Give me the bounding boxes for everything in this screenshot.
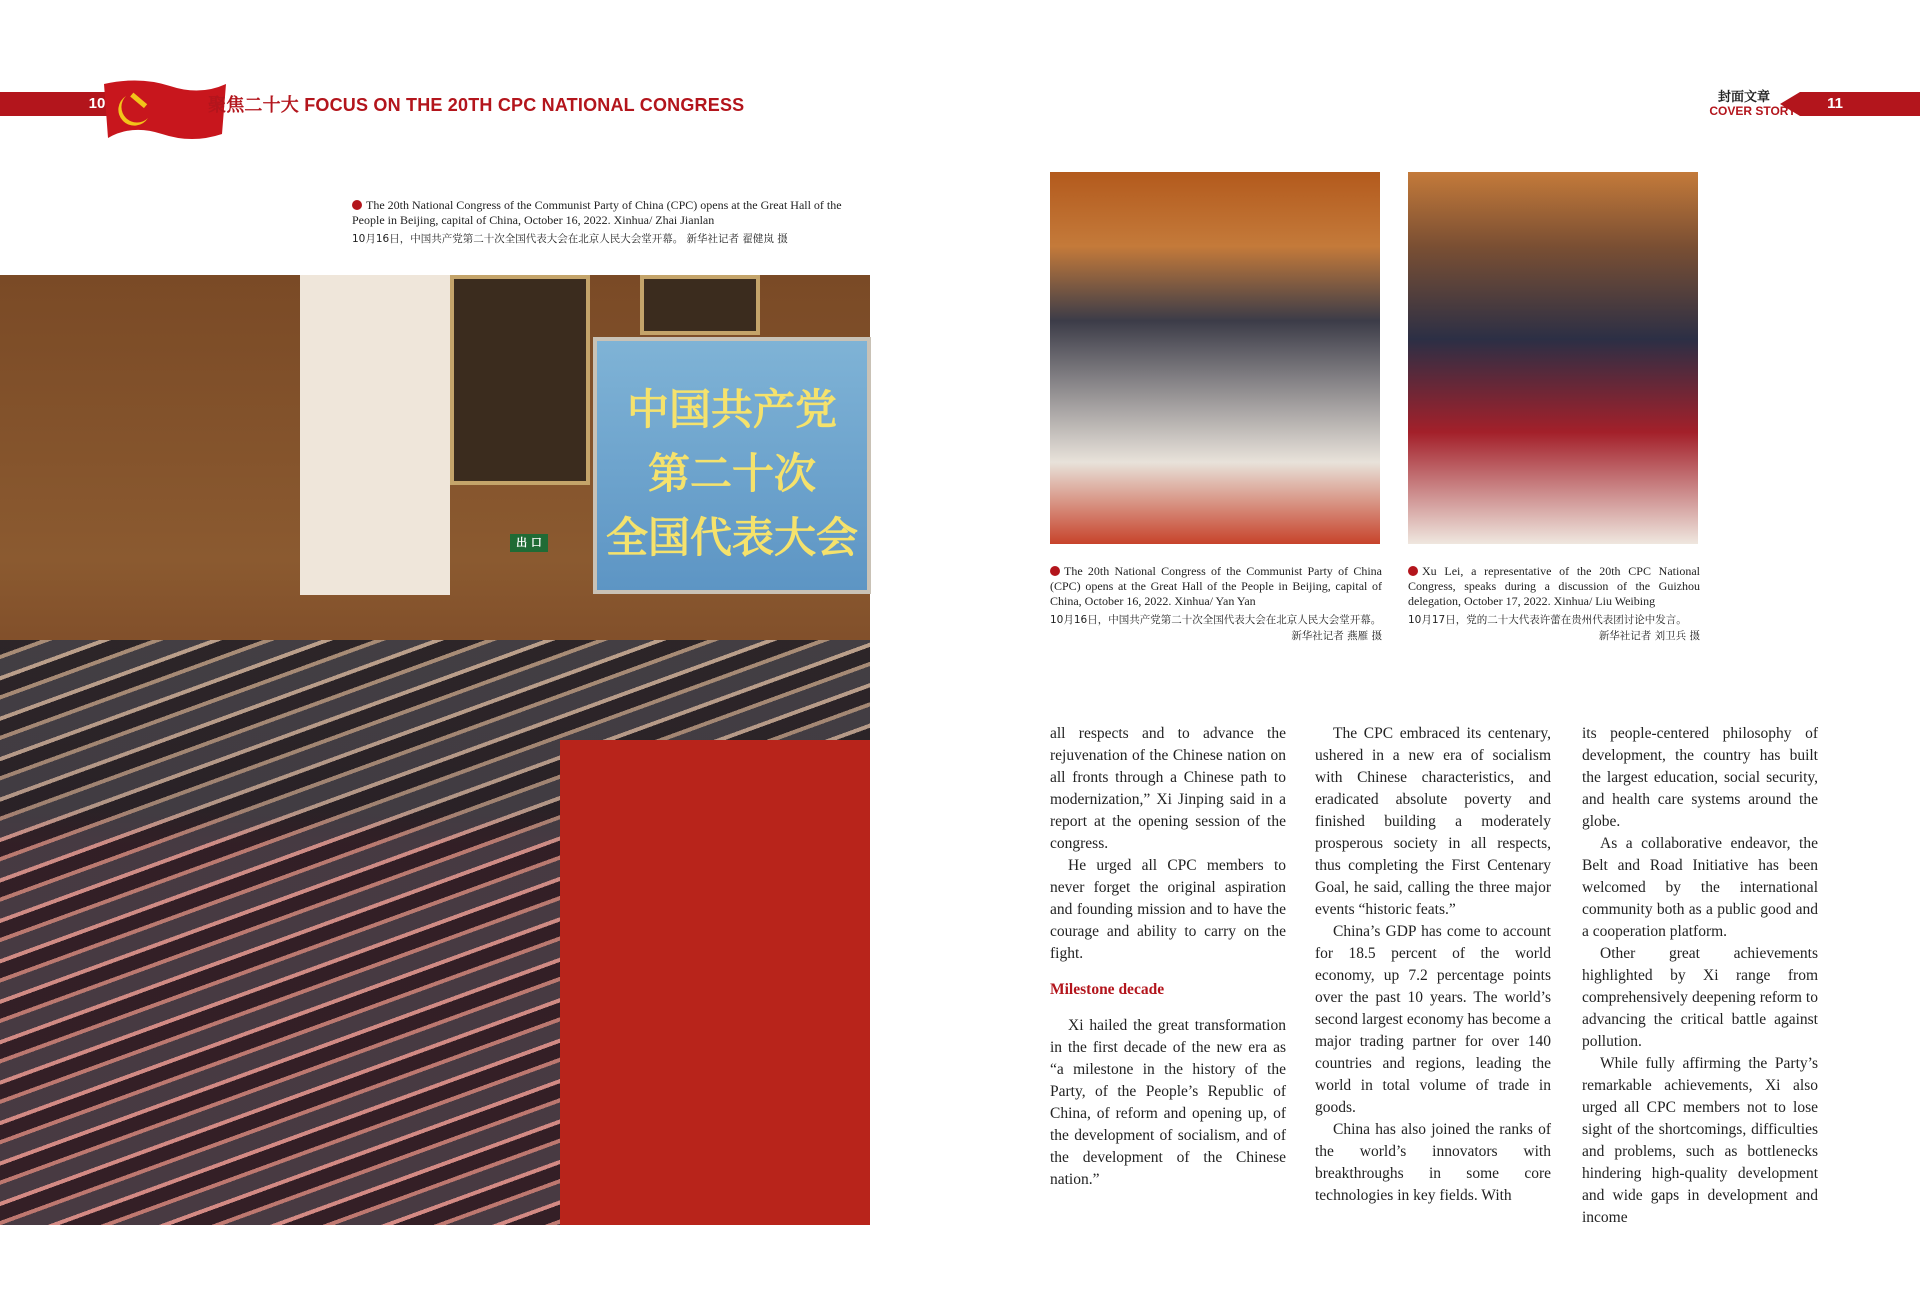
caption-marker-icon <box>1050 566 1060 576</box>
photo3-caption-en: Xu Lei, a representative of the 20th CPC National Congress, speaks during a discussion of the Guizhou delegation, October 17, 2022. Xinhua/ Liu Weibing <box>1408 564 1700 608</box>
article-column-1 <box>1050 723 1286 1191</box>
article-paragraph: As a collaborative endeavor, the Belt and Road Initiative has been welcomed by the international community both as a public good and a cooperation platform. <box>1582 835 1818 940</box>
photo2-caption <box>1050 564 1382 643</box>
screen-line-2: 第二十次 <box>647 449 816 498</box>
screen-line-3: 全国代表大会 <box>605 513 858 562</box>
photo2-credit: 新华社记者 燕雁 摄 <box>1291 630 1382 642</box>
photo-xu-lei-speaking <box>1408 172 1698 544</box>
article-paragraph: While fully affirming the Party’s remarkable achievements, Xi also urged all CPC members not to lose sight of the shortcomings, difficulties and problems, such as bottlenecks hindering high-quality development and wide gaps in development and income <box>1582 1055 1818 1226</box>
exit-sign: 出 口 <box>510 534 548 552</box>
screen-line-1: 中国共产党 <box>626 385 837 434</box>
photo3-caption <box>1408 564 1700 643</box>
right-header-bar <box>1800 92 1920 116</box>
caption-marker-icon <box>352 200 362 210</box>
article-column-3 <box>1582 723 1818 1229</box>
congress-screen <box>593 337 871 594</box>
article-column-2 <box>1315 723 1551 1207</box>
photo2-caption-en: The 20th National Congress of the Communist Party of China (CPC) opens at the Great Hall of the People in Beijing, capital of China, October 16, 2022. Xinhua/ Yan Yan <box>1050 564 1382 608</box>
article-paragraph: The CPC embraced its centenary, ushered in a new era of socialism with Chinese characteristics, and eradicated absolute poverty and finished building a moderately prosperous society in all respects, thus completing the First Centenary Goal, he said, calling the three major events “historic feats.” <box>1315 725 1551 918</box>
article-paragraph: Xi hailed the great transformation in the first decade of the new era as “a milestone in the history of the Party, of the People’s Republic of China, of reform and opening up, of the development of socialism, and of the development of the Chinese nation.” <box>1050 1017 1286 1188</box>
main-caption-cn: 10月16日，中国共产党第二十次全国代表大会在北京人民大会堂开幕。 新华社记者 翟健岚 摄 <box>352 233 788 245</box>
right-header-tab <box>1780 92 1800 116</box>
article-paragraph: its people-centered philosophy of development, the country has built the largest education, social security, and health care systems around the globe. <box>1582 725 1818 830</box>
right-page-number: 11 <box>1827 95 1843 112</box>
hall-pillar <box>300 275 450 595</box>
main-photo-caption <box>352 198 872 247</box>
photo2-caption-cn: 10月16日，中国共产党第二十次全国代表大会在北京人民大会堂开幕。 <box>1050 614 1382 626</box>
section-label-cn: 封面文章 <box>1717 90 1770 105</box>
photo-delegates-reading <box>1050 172 1380 544</box>
left-page-number: 10 <box>88 95 106 112</box>
left-header-title: 聚焦二十大 FOCUS ON THE 20TH CPC NATIONAL CONGRESS <box>208 95 745 115</box>
caption-marker-icon <box>1408 566 1418 576</box>
main-caption-en: The 20th National Congress of the Communist Party of China (CPC) opens at the Great Hall of the People in Beijing, capital of China, October 16, 2022. Xinhua/ Zhai Jianlan <box>352 198 842 227</box>
photo3-caption-cn: 10月17日，党的二十大代表许蕾在贵州代表团讨论中发言。 <box>1408 614 1687 626</box>
article-paragraph: China has also joined the ranks of the world’s innovators with breakthroughs in some core technologies in key fields. With <box>1315 1121 1551 1204</box>
article-paragraph: He urged all CPC members to never forget the original aspiration and founding mission and to have the courage and ability to carry on the fight. <box>1050 857 1286 962</box>
red-carpet <box>560 740 870 1225</box>
section-label-en: COVER STORY <box>1709 104 1796 118</box>
article-paragraph: China’s GDP has come to account for 18.5 percent of the world economy, up 7.2 percentage points over the past 10 years. The world’s second largest economy has become a major trading partner for over 140 countries and regions, leading the world in total volume of trade in goods. <box>1315 923 1552 1116</box>
article-paragraph: Other great achievements highlighted by Xi range from comprehensively deepening reform to advancing the critical battle against pollution. <box>1582 945 1818 1050</box>
hall-window <box>640 275 760 335</box>
hall-window <box>450 275 590 485</box>
article-paragraph: all respects and to advance the rejuvenation of the Chinese nation on all fronts through a Chinese path to modernization,” Xi Jinping said in a report at the opening session of the congress. <box>1050 725 1286 852</box>
section-subhead: Milestone decade <box>1050 981 1165 998</box>
photo3-credit: 新华社记者 刘卫兵 摄 <box>1598 630 1700 642</box>
